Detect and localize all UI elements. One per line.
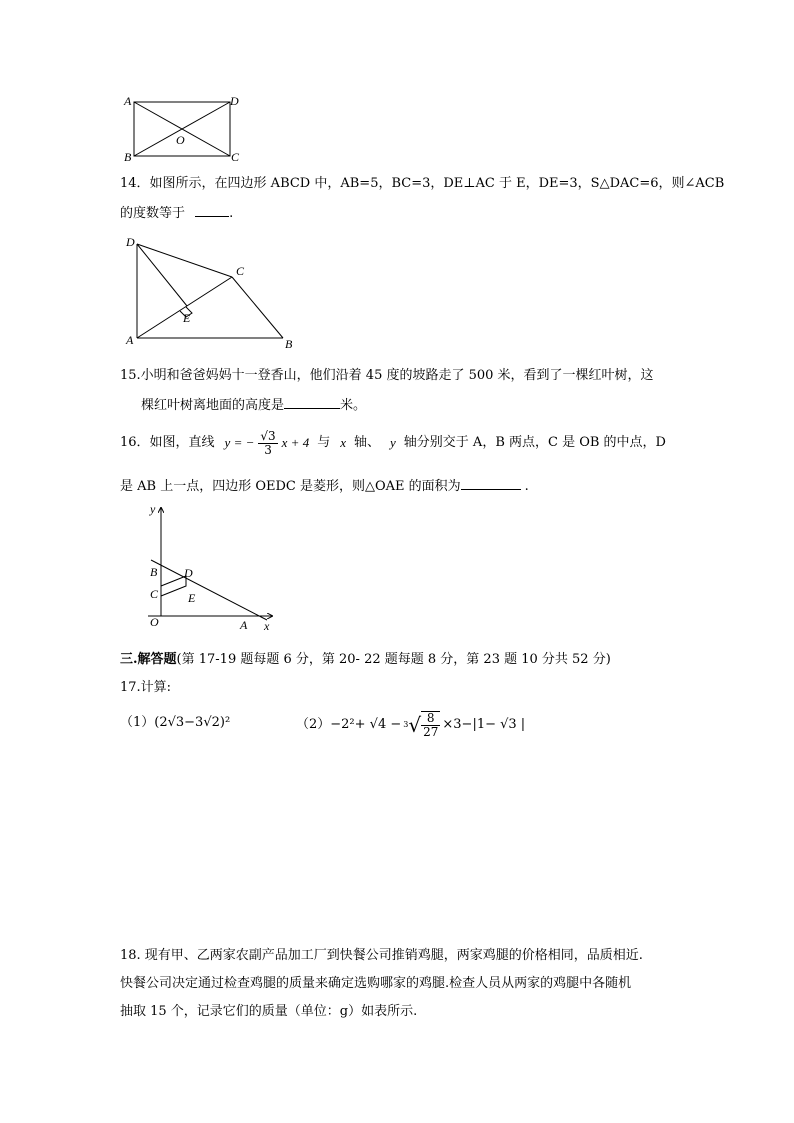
label-e: E (188, 591, 196, 605)
q16-frac-den: 3 (264, 442, 272, 457)
radical-sign: √ (408, 713, 422, 737)
quadrilateral-figure (120, 230, 310, 355)
label-b: B (150, 565, 158, 579)
answer-blank (284, 396, 340, 409)
label-d: D (230, 94, 239, 108)
q16-line1 (120, 426, 666, 460)
q16-axis1: 轴、 (354, 435, 381, 450)
q15-line2 (141, 396, 366, 414)
label-e: E (183, 311, 191, 325)
label-o: O (176, 133, 185, 147)
label-c: C (231, 150, 240, 164)
q16-mid: 与 (317, 435, 331, 450)
label-a: A (124, 94, 132, 108)
q16-eq-y: y = − (224, 435, 255, 450)
q15-line1: 15.小明和爸爸妈妈十一登香山，他们沿着 45 度的坡路走了 500 米，看到了一棵红叶树，这 (120, 368, 654, 383)
label-x: x (264, 619, 270, 633)
q18-line2: 快餐公司决定通过检查鸡腿的质量来确定选购哪家的鸡腿.检查人员从两家的鸡腿中各随机 (120, 976, 632, 991)
q14-line2 (120, 204, 233, 222)
q17-part1: （1）(2√3−3√2)² (120, 715, 231, 730)
answer-blank (461, 477, 521, 490)
q14-line2-text: 的度数等于 (120, 206, 186, 221)
label-b: B (285, 337, 293, 351)
q16-prefix: 16．如图，直线 (120, 435, 215, 450)
rectangle-abcd-figure (118, 92, 248, 164)
q14-line1: 14．如图所示，在四边形 ABCD 中，AB=5，BC=3，DE⊥AC 于 E，DE=3，S△DAC=6，则∠ACB (120, 176, 725, 191)
section3-heading (120, 652, 611, 668)
q16-frac-num: √3 (260, 428, 276, 443)
q16-line2 (120, 477, 529, 495)
label-a: A (126, 333, 134, 347)
coordinate-figure (140, 500, 280, 635)
label-d: D (126, 235, 135, 249)
label-o: O (150, 615, 159, 629)
q14-period: . (229, 206, 234, 221)
q17-fraction (421, 711, 440, 739)
label-d: D (184, 566, 193, 580)
q17-part2-suffix: ×3−|1− √3 | (442, 717, 526, 732)
q18-line1: 18. 现有甲、乙两家农副产品加工厂到快餐公司推销鸡腿，两家鸡腿的价格相同，品质相近. (120, 948, 643, 963)
answer-blank (195, 204, 229, 217)
q17-frac-num: 8 (421, 712, 440, 726)
label-b: B (124, 150, 132, 164)
q16-suffix: 轴分别交于 A，B 两点，C 是 OB 的中点，D (403, 435, 666, 450)
label-a: A (240, 618, 248, 632)
label-y: y (150, 502, 156, 516)
label-c: C (150, 587, 159, 601)
cube-root-index: 3 (403, 720, 409, 729)
label-c: C (236, 264, 245, 278)
q16-x-var: x (340, 435, 346, 450)
q17-part2 (296, 708, 525, 742)
q16-fraction (258, 430, 277, 457)
q18-line3: 抽取 15 个，记录它们的质量（单位：g）如表所示. (120, 1004, 418, 1019)
q17-title: 17.计算: (120, 680, 172, 695)
q16-y-var: y (390, 435, 396, 450)
q17-part2-prefix: （2）−2²+ √4 − (296, 717, 402, 732)
section3-title: 三.解答题 (120, 652, 177, 667)
q17-frac-den: 27 (423, 725, 439, 739)
q16-eq-rest: x + 4 (281, 435, 310, 450)
section3-scoring: (第 17-19 题每题 6 分，第 20- 22 题每题 8 分，第 23 题 10 分共 52 分) (176, 652, 611, 667)
q15-unit: 米。 (340, 398, 367, 413)
q15-line2-text: 棵红叶树离地面的高度是 (141, 398, 285, 413)
q16-line2-text: 是 AB 上一点，四边形 OEDC 是菱形，则△OAE 的面积为 (120, 479, 461, 494)
q16-period: . (524, 479, 529, 494)
